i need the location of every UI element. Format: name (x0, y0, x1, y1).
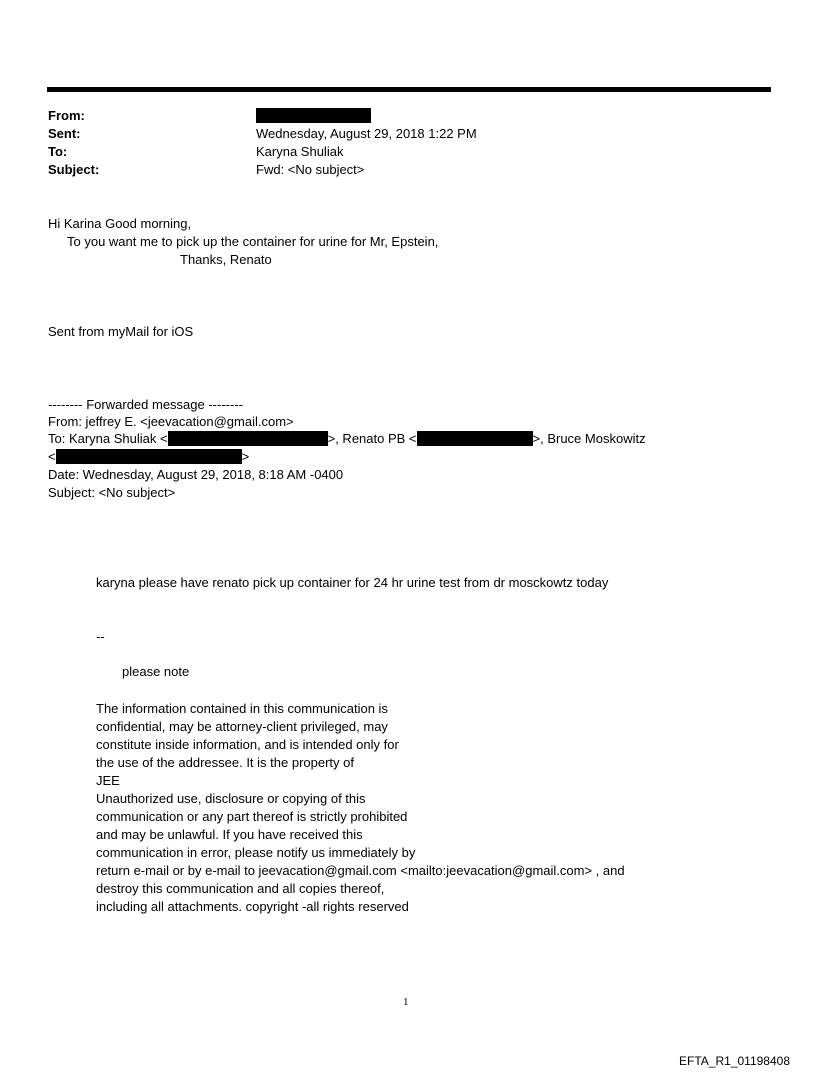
subject-value: Fwd: <No subject> (256, 162, 365, 177)
forward-subject: Subject: <No subject> (48, 485, 176, 500)
to-label: To: (48, 144, 68, 159)
forward-to-line2 (48, 448, 249, 466)
header-rule (47, 87, 771, 92)
disclaimer-line: communication in error, please notify us immediately by (96, 845, 416, 860)
to-value: Karyna Shuliak (256, 144, 344, 159)
redaction-box (56, 449, 242, 464)
signoff: Thanks, Renato (180, 252, 272, 267)
signature: Sent from myMail for iOS (48, 324, 194, 339)
from-label: From: (48, 108, 85, 123)
disclaimer-line: Unauthorized use, disclosure or copying of this (96, 791, 366, 806)
forward-from: From: jeffrey E. <jeevacation@gmail.com> (48, 414, 294, 429)
forward-to-mid: >, Renato PB < (327, 431, 417, 446)
forward-separator: -------- Forwarded message -------- (48, 397, 243, 412)
greeting: Hi Karina Good morning, (48, 216, 192, 231)
page-number: 1 (403, 996, 409, 1008)
sent-value: Wednesday, August 29, 2018 1:22 PM (256, 126, 477, 141)
forward-to-prefix: To: Karyna Shuliak < (48, 431, 168, 446)
request-text: To you want me to pick up the container for urine for Mr, Epstein, (67, 234, 439, 249)
please-note: please note (122, 664, 190, 679)
disclaimer-line: JEE (96, 773, 120, 788)
redaction-box (168, 431, 328, 446)
document-id: EFTA_R1_01198408 (679, 1054, 790, 1068)
disclaimer-line: confidential, may be attorney-client privileged, may (96, 719, 388, 734)
forward-to (48, 430, 646, 448)
forward-to-suffix: >, Bruce Moskowitz (532, 431, 646, 446)
sent-label: Sent: (48, 126, 81, 141)
disclaimer-line: return e-mail or by e-mail to jeevacation@gmail.com <mailto:jeevacation@gmail.com> , and (96, 863, 625, 878)
disclaimer-line: and may be unlawful. If you have received this (96, 827, 363, 842)
redaction-box (417, 431, 533, 446)
disclaimer-line: destroy this communication and all copies thereof, (96, 881, 385, 896)
forward-dashes: -- (96, 629, 105, 644)
forward-message: karyna please have renato pick up container for 24 hr urine test from dr mosckowtz today (96, 575, 609, 590)
from-value (256, 107, 371, 125)
disclaimer-line: constitute inside information, and is intended only for (96, 737, 399, 752)
disclaimer-line: the use of the addressee. It is the property of (96, 755, 354, 770)
disclaimer-line: The information contained in this communication is (96, 701, 388, 716)
redaction-box (256, 108, 371, 123)
forward-date: Date: Wednesday, August 29, 2018, 8:18 AM -0400 (48, 467, 344, 482)
disclaimer-line: including all attachments. copyright -all rights reserved (96, 899, 409, 914)
forward-to-line2-prefix: < (48, 449, 56, 464)
disclaimer-line: communication or any part thereof is strictly prohibited (96, 809, 408, 824)
forward-to-line2-suffix: > (241, 449, 250, 464)
subject-label: Subject: (48, 162, 100, 177)
